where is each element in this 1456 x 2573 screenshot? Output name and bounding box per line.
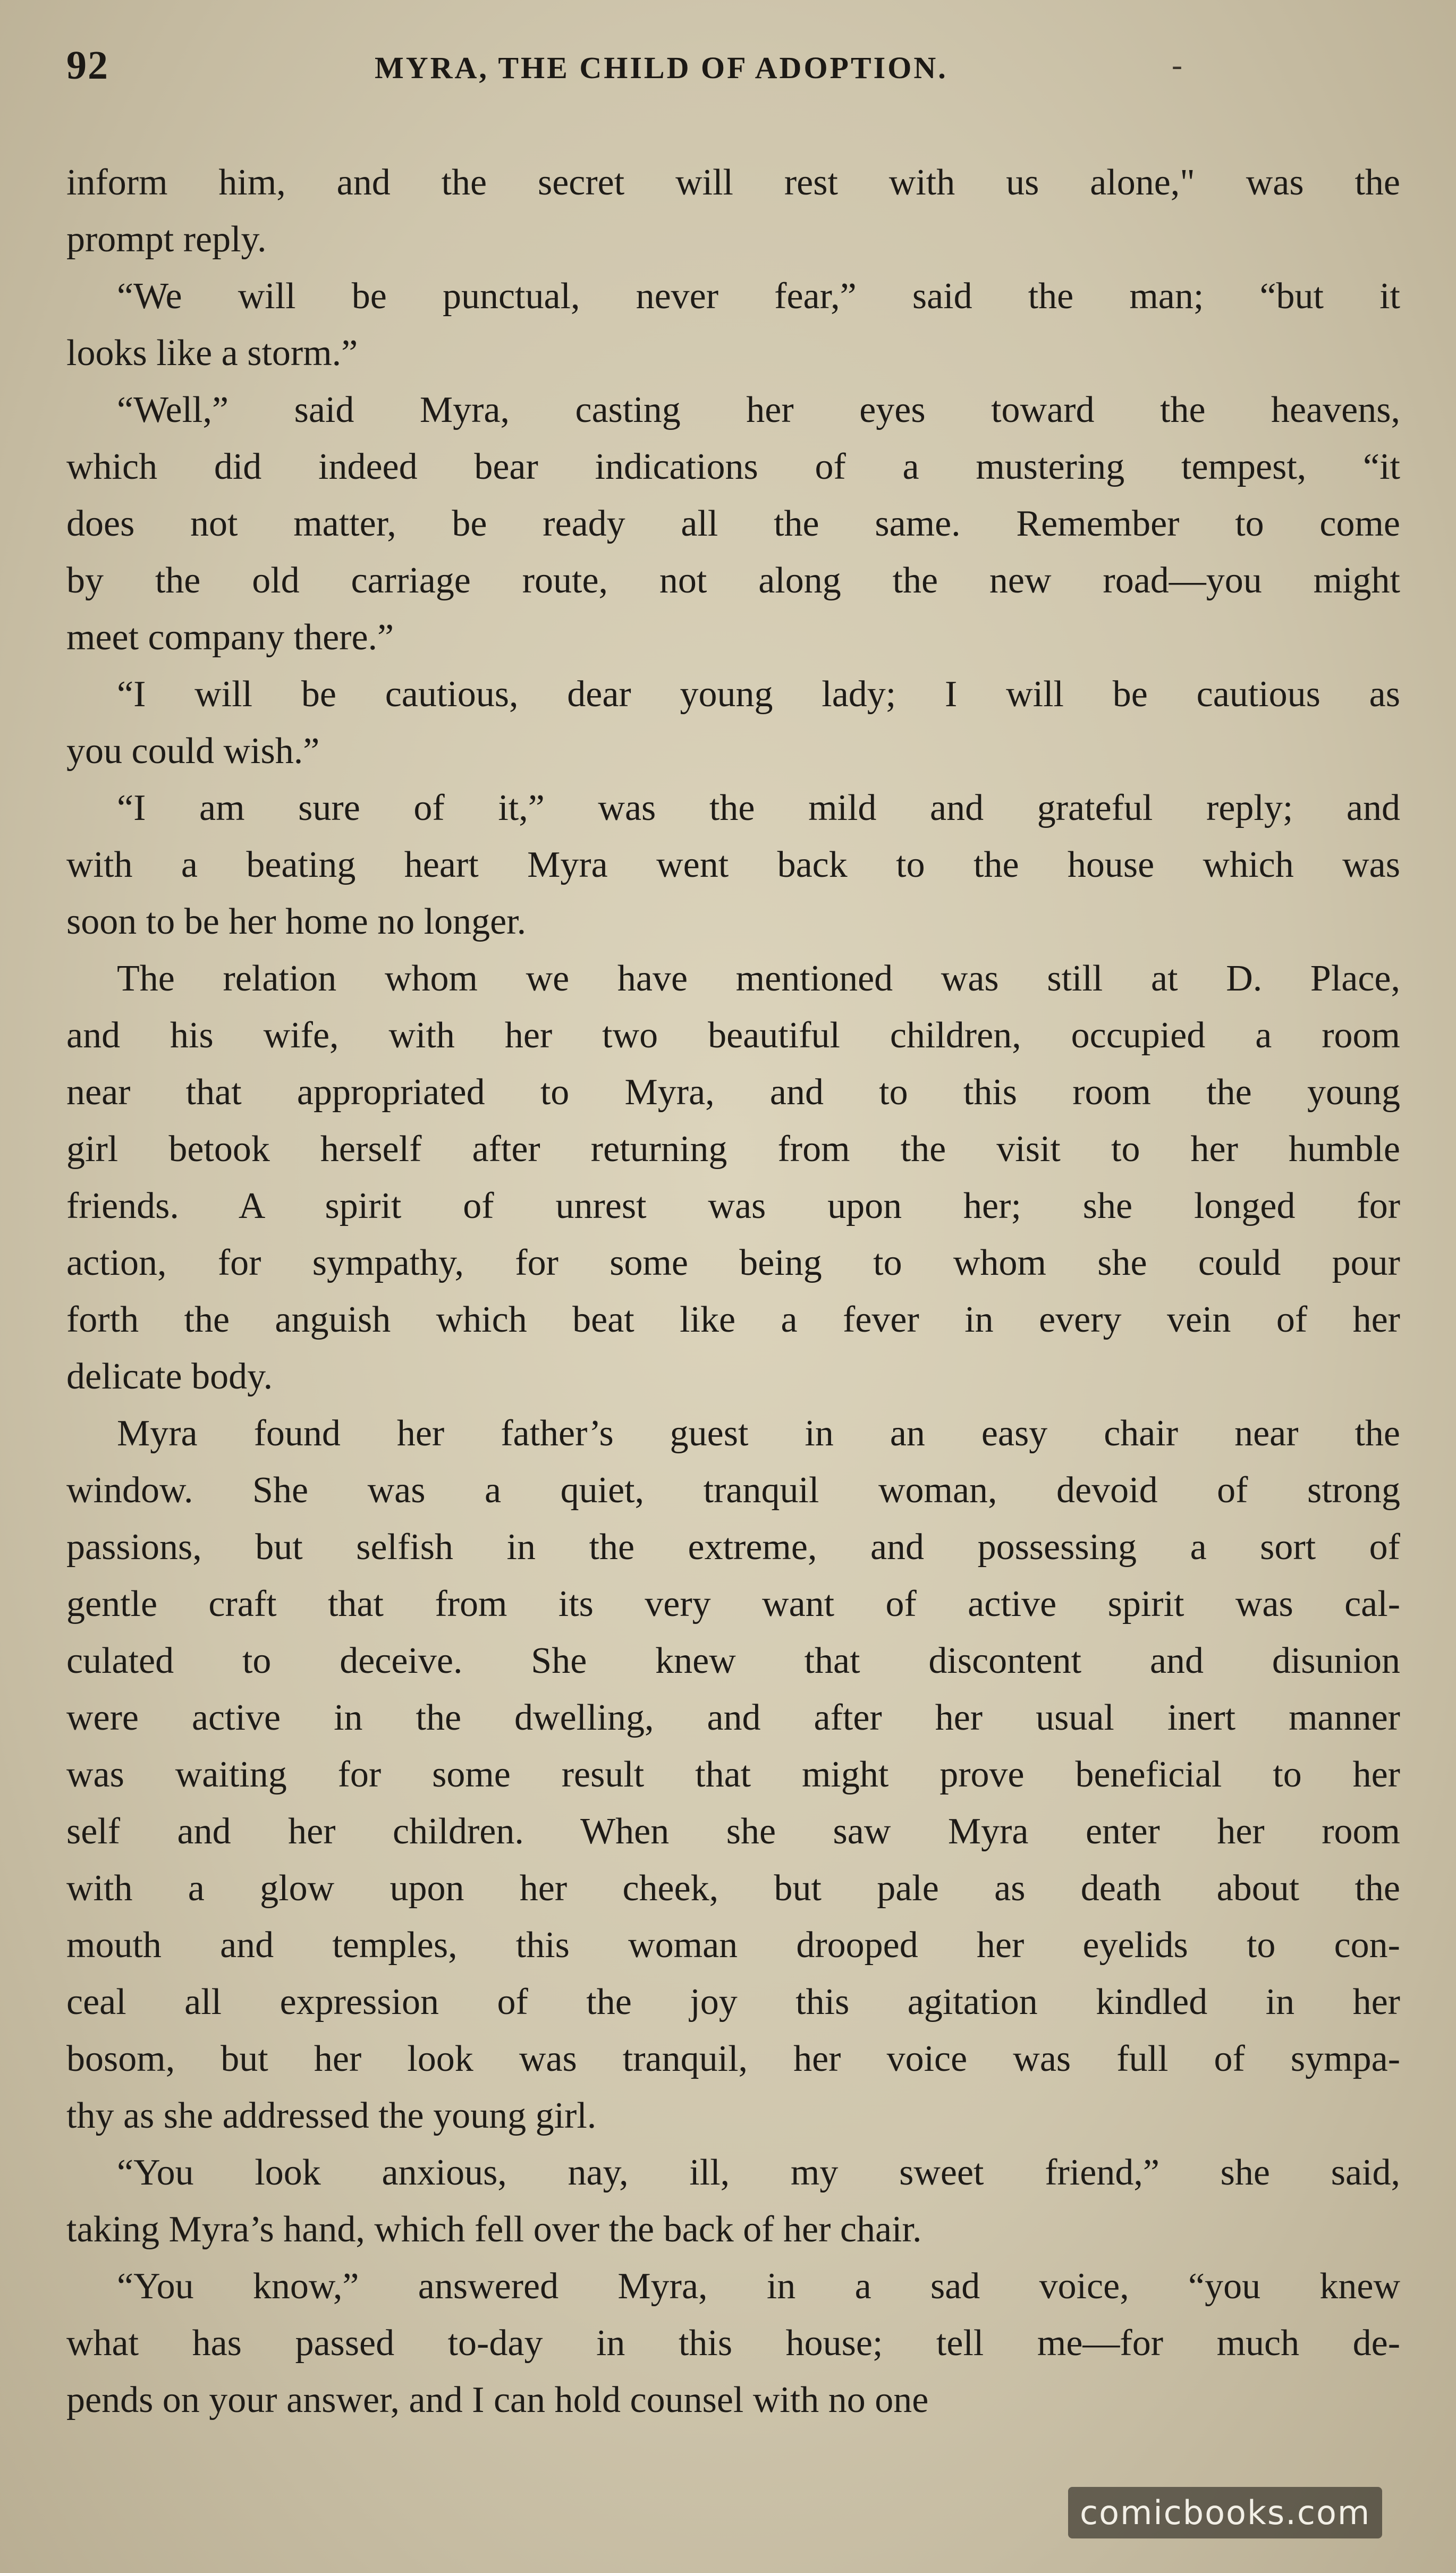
body-text <box>66 154 1400 2428</box>
text-line: girl betook herself after returning from the visit to her humble <box>66 1129 1400 1170</box>
text-line: “I will be cautious, dear young lady; I will be cautious as <box>117 674 1400 715</box>
page-number: 92 <box>66 43 109 88</box>
text-line: prompt reply. <box>66 219 267 260</box>
text-line: mouth and temples, this woman drooped her eyelids to con- <box>66 1925 1400 1966</box>
watermark: comicbooks.com <box>1068 2487 1382 2538</box>
text-line: bosom, but her look was tranquil, her voice was full of sympa- <box>66 2038 1400 2079</box>
text-line: looks like a storm.” <box>66 333 358 374</box>
text-line: by the old carriage route, not along the new road—you might <box>66 560 1400 601</box>
text-line: forth the anguish which beat like a fever in every vein of her <box>66 1299 1400 1340</box>
paragraph <box>66 2144 1400 2258</box>
text-line: The relation whom we have mentioned was still at D. Place, <box>117 958 1400 999</box>
text-line: “I am sure of it,” was the mild and grateful reply; and <box>117 788 1400 828</box>
text-line: self and her children. When she saw Myra enter her room <box>66 1811 1400 1852</box>
text-line: action, for sympathy, for some being to whom she could pour <box>66 1242 1400 1283</box>
text-line: “You look anxious, nay, ill, my sweet friend,” she said, <box>117 2152 1400 2193</box>
text-line: inform him, and the secret will rest with us alone," was the <box>66 162 1400 203</box>
running-title: MYRA, THE CHILD OF ADOPTION. <box>375 50 948 85</box>
text-line: friends. A spirit of unrest was upon her; she longed for <box>66 1186 1400 1226</box>
text-line: with a glow upon her cheek, but pale as death about the <box>66 1868 1400 1909</box>
text-line: does not matter, be ready all the same. Remember to come <box>66 503 1400 544</box>
text-line: window. She was a quiet, tranquil woman, devoid of strong <box>66 1470 1400 1511</box>
text-line: “We will be punctual, never fear,” said the man; “but it <box>117 276 1400 317</box>
page-header <box>66 43 1406 101</box>
text-line: thy as she addressed the young girl. <box>66 2095 597 2136</box>
paragraph <box>66 1405 1400 2144</box>
text-line: “You know,” answered Myra, in a sad voice, “you knew <box>117 2266 1400 2307</box>
text-line: were active in the dwelling, and after her usual inert manner <box>66 1697 1400 1738</box>
paragraph <box>66 268 1400 382</box>
text-line: was waiting for some result that might prove beneficial to her <box>66 1754 1400 1795</box>
text-line: gentle craft that from its very want of active spirit was cal- <box>66 1584 1400 1624</box>
paragraph <box>66 666 1400 780</box>
paragraph <box>66 2258 1400 2428</box>
text-line: passions, but selfish in the extreme, and possessing a sort of <box>66 1527 1400 1568</box>
text-line: ceal all expression of the joy this agitation kindled in her <box>66 1982 1400 2022</box>
paragraph <box>66 154 1400 268</box>
header-ornament: ‐ <box>1172 47 1182 82</box>
text-line: Myra found her father’s guest in an easy chair near the <box>117 1413 1400 1454</box>
text-line: and his wife, with her two beautiful children, occupied a room <box>66 1015 1400 1056</box>
paragraph <box>66 780 1400 950</box>
paragraph <box>66 950 1400 1405</box>
text-line: soon to be her home no longer. <box>66 901 527 942</box>
text-line: “Well,” said Myra, casting her eyes toward the heavens, <box>117 390 1400 430</box>
text-line: what has passed to-day in this house; tell me—for much de- <box>66 2323 1400 2364</box>
text-line: you could wish.” <box>66 731 320 772</box>
text-line: meet company there.” <box>66 617 394 658</box>
paragraph <box>66 382 1400 666</box>
text-line: with a beating heart Myra went back to the house which was <box>66 844 1400 885</box>
text-line: near that appropriated to Myra, and to this room the young <box>66 1072 1400 1113</box>
text-line: culated to deceive. She knew that discontent and disunion <box>66 1640 1400 1681</box>
text-line: taking Myra’s hand, which fell over the back of her chair. <box>66 2209 922 2250</box>
text-line: which did indeed bear indications of a mustering tempest, “it <box>66 446 1400 487</box>
text-line: pends on your answer, and I can hold counsel with no one <box>66 2380 929 2420</box>
text-line: delicate body. <box>66 1356 273 1397</box>
